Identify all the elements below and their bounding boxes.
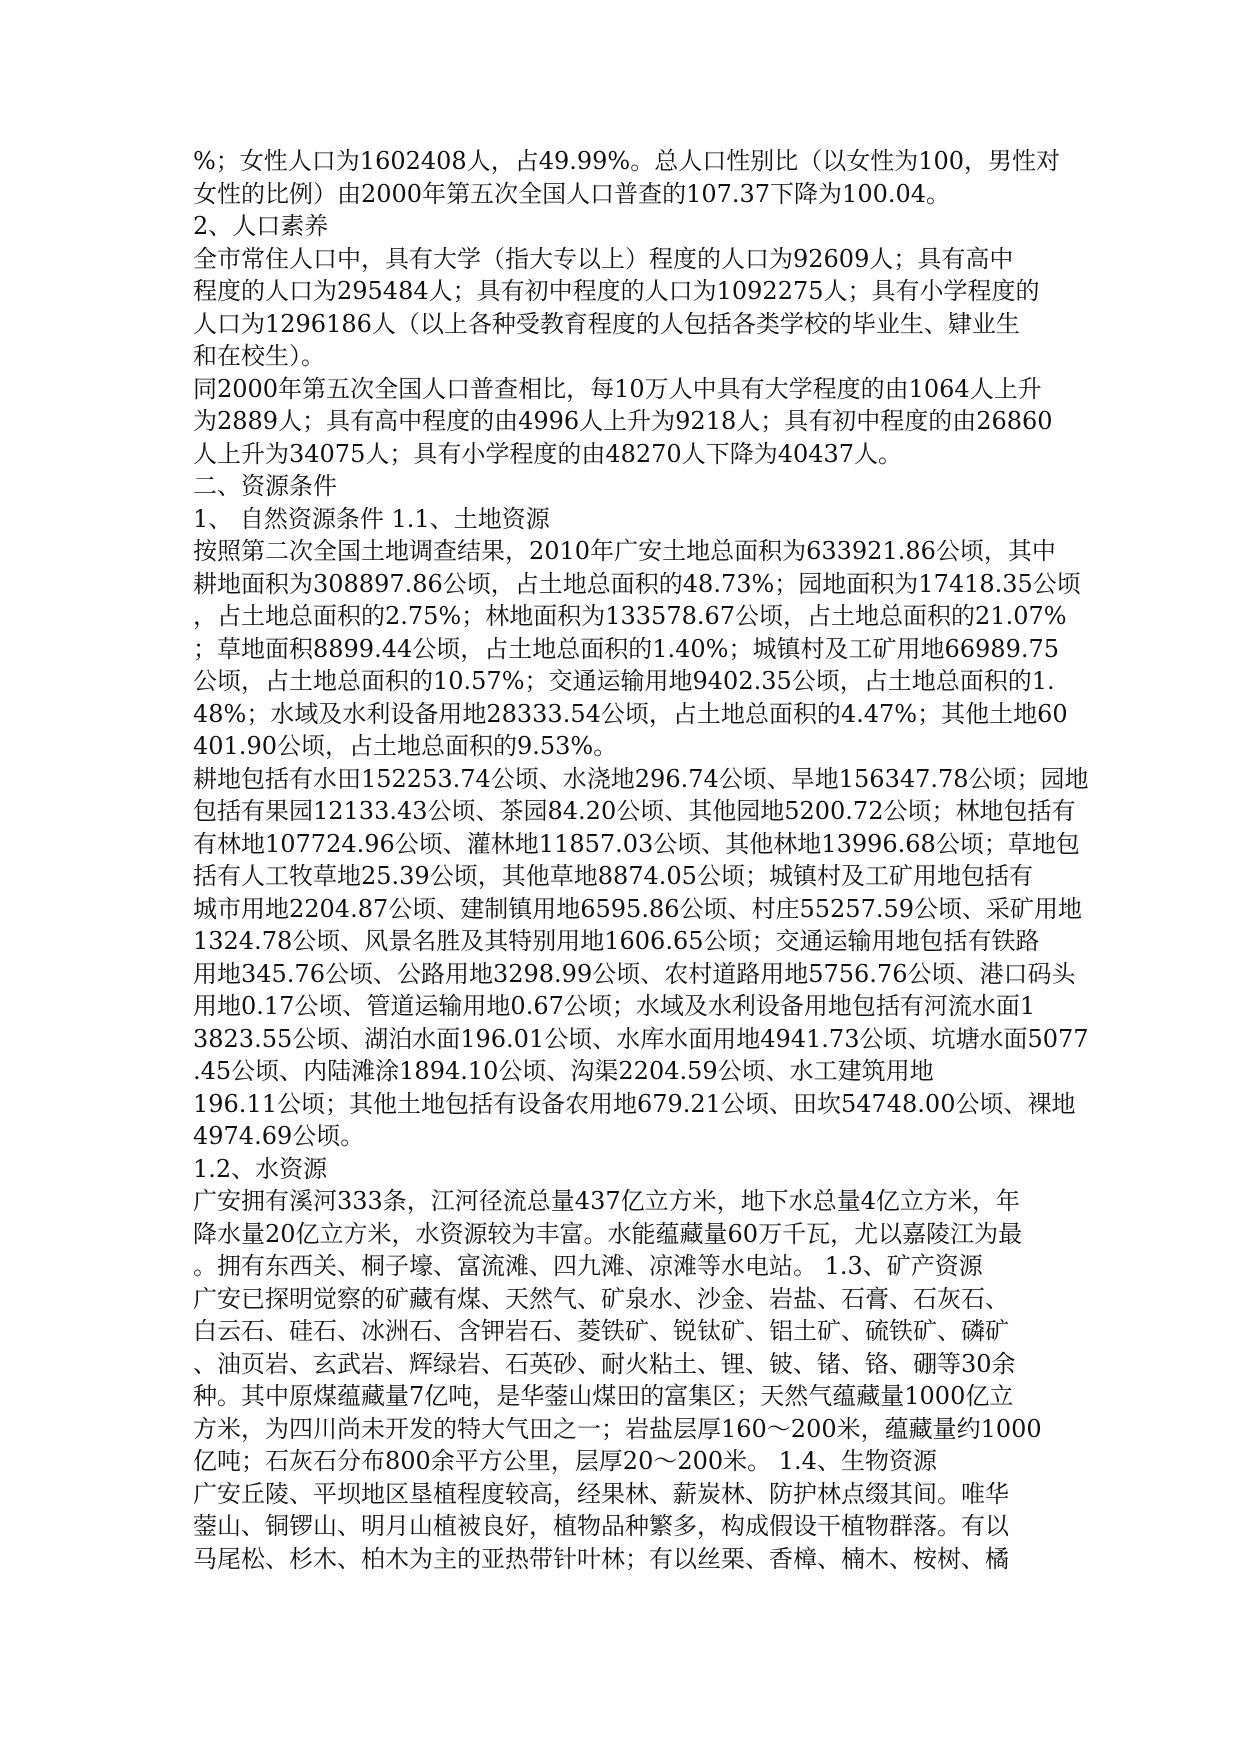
section-heading: 二、资源条件 — [193, 472, 337, 500]
text-line: 种。其中原煤蕴藏量7亿吨，是华蓥山煤田的富集区；天然气蕴藏量1000亿立 — [193, 1382, 1014, 1410]
text-line: 人口为1296186人（以上各种受教育程度的人包括各类学校的毕业生、肄业生 — [193, 309, 1020, 338]
text-line: 用地0.17公顷、管道运输用地0.67公顷；水域及水利设备用地包括有河流水面1 — [193, 992, 1036, 1020]
text-line: 和在校生）。 — [193, 342, 325, 370]
text-line: 耕地面积为308897.86公顷，占土地总面积的48.73%；园地面积为17418.35公顷 — [193, 569, 1081, 598]
text-line: 白云石、硅石、冰洲石、含钾岩石、菱铁矿、锐钛矿、铝土矿、硫铁矿、磷矿 — [193, 1317, 1009, 1345]
text-line: ，占土地总面积的2.75%；林地面积为133578.67公顷，占土地总面积的21.07% — [193, 602, 1067, 630]
text-line: 401.90公顷，占土地总面积的9.53%。 — [193, 732, 618, 760]
text-line: 广安拥有溪河333条，江河径流总量437亿立方米，地下水总量4亿立方米，年 — [193, 1187, 1020, 1215]
text-line: 降水量20亿立方米，水资源较为丰富。水能蕴藏量60万千瓦，尤以嘉陵江为最 — [193, 1219, 1023, 1248]
text-line: 程度的人口为295484人；具有初中程度的人口为1092275人；具有小学程度的 — [193, 277, 1040, 305]
section-heading: 1.2、水资源 — [193, 1154, 328, 1183]
document-body — [193, 145, 1089, 1575]
text-line: 城市用地2204.87公顷、建制镇用地6595.86公顷、村庄55257.59公顷、采矿用地 — [193, 894, 1083, 923]
text-line: 全市常住人口中，具有大学（指大专以上）程度的人口为92609人；具有高中 — [193, 244, 1014, 273]
text-line: 48%；水域及水利设备用地28333.54公顷，占土地总面积的4.47%；其他土地60 — [193, 699, 1068, 728]
text-line: 括有人工牧草地25.39公顷，其他草地8874.05公顷；城镇村及工矿用地包括有 — [193, 862, 1033, 890]
section-heading: 2、人口素养 — [193, 212, 329, 240]
text-line: 人上升为34075人；具有小学程度的由48270人下降为40437人。 — [193, 439, 903, 468]
text-line: .45公顷、内陆滩涂1894.10公顷、沟渠2204.59公顷、水工建筑用地 — [193, 1057, 934, 1085]
text-line: 同2000年第五次全国人口普查相比，每10万人中具有大学程度的由1064人上升 — [193, 374, 1042, 403]
text-line: 有林地107724.96公顷、灌林地11857.03公顷、其他林地13996.68公顷；草地包 — [193, 829, 1080, 858]
text-line: 方米，为四川尚未开发的特大气田之一；岩盐层厚160～200米，蕴藏量约1000 — [193, 1414, 1042, 1443]
text-line: 3823.55公顷、湖泊水面196.01公顷、水库水面用地4941.73公顷、坑塘水面5077 — [193, 1024, 1089, 1053]
section-heading: 1、 自然资源条件 1.1、土地资源 — [193, 504, 550, 533]
text-line: 。拥有东西关、桐子壕、富流滩、四九滩、凉滩等水电站。 1.3、矿产资源 — [193, 1252, 983, 1280]
text-line: 马尾松、杉木、柏木为主的亚热带针叶林；有以丝栗、香樟、楠木、桉树、橘 — [193, 1544, 1009, 1573]
text-line: 亿吨；石灰石分布800余平方公里，层厚20～200米。 1.4、生物资源 — [193, 1447, 937, 1475]
text-line: 广安已探明觉察的矿藏有煤、天然气、矿泉水、沙金、岩盐、石膏、石灰石、 — [193, 1284, 1009, 1313]
text-line: 按照第二次全国土地调查结果，2010年广安土地总面积为633921.86公顷，其中 — [193, 537, 1056, 565]
text-line: %；女性人口为1602408人，占49.99%。总人口性别比（以女性为100，男性对 — [193, 147, 1061, 175]
text-line: 耕地包括有水田152253.74公顷、水浇地296.74公顷、旱地156347.78公顷；园地 — [193, 764, 1089, 793]
text-line: 196.11公顷；其他土地包括有设备农用地679.21公顷、田坎54748.00公顷、裸地 — [193, 1089, 1076, 1118]
text-line: 用地345.76公顷、公路用地3298.99公顷、农村道路用地5756.76公顷、港口码头 — [193, 959, 1076, 988]
text-line: 、油页岩、玄武岩、辉绿岩、石英砂、耐火粘土、锂、铍、锗、铬、硼等30余 — [193, 1349, 1016, 1378]
text-line: 为2889人；具有高中程度的由4996人上升为9218人；具有初中程度的由26860 — [193, 407, 1053, 435]
text-line: 公顷，占土地总面积的10.57%；交通运输用地9402.35公顷，占土地总面积的1. — [193, 667, 1055, 695]
text-line: 蓥山、铜锣山、明月山植被良好，植物品种繁多，构成假设干植物群落。有以 — [193, 1512, 1009, 1540]
text-line: 4974.69公顷。 — [193, 1122, 365, 1150]
text-line: ；草地面积8899.44公顷，占土地总面积的1.40%；城镇村及工矿用地66989.75 — [193, 634, 1060, 663]
text-line: 广安丘陵、平坝地区垦植程度较高，经果林、薪炭林、防护林点缀其间。唯华 — [193, 1479, 1009, 1508]
text-line: 女性的比例）由2000年第五次全国人口普查的107.37下降为100.04。 — [193, 179, 951, 208]
text-line: 1324.78公顷、风景名胜及其特别用地1606.65公顷；交通运输用地包括有铁路 — [193, 927, 1040, 955]
text-line: 包括有果园12133.43公顷、茶园84.20公顷、其他园地5200.72公顷；林地包括有 — [193, 797, 1076, 825]
